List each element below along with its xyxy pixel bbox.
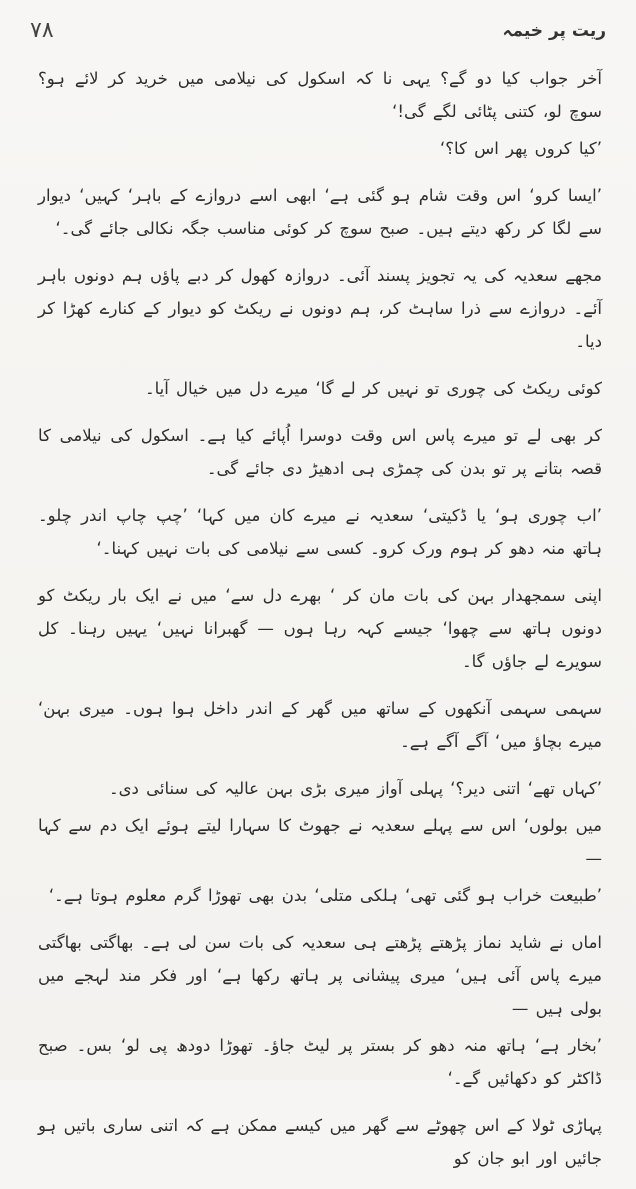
- paragraph: کر بھی لے تو میرے پاس اس وقت دوسرا اُپائے کیا ہے۔ اسکول کی نیلامی کا قصہ بتانے پر تو بدن کی چمڑی ہی ادھیڑ دی جائے گی۔: [38, 426, 602, 478]
- paragraph: اماں نے شاید نماز پڑھتے پڑھتے ہی سعدیہ کی بات سن لی ہے۔ بھاگتی بھاگتی میرے پاس آئی ہیں‘ میری پیشانی پر ہاتھ رکھا ہے‘ اور فکر مند لہجے میں بولی ہیں —: [38, 933, 602, 1018]
- page-number: ۷۸: [30, 18, 54, 43]
- paragraph: ’اب چوری ہو‘ یا ڈکیتی‘ سعدیہ نے میرے کان میں کہا‘ ’چپ چاپ اندر چلو۔ ہاتھ منہ دھو کر ہوم ورک کرو۔ کسی سے نیلامی کی بات نہیں کہنا۔‘: [38, 506, 602, 558]
- paragraph: کوئی ریکٹ کی چوری تو نہیں کر لے گا‘ میرے دل میں خیال آیا۔: [144, 379, 602, 398]
- paragraph: سہمی سہمی آنکھوں کے ساتھ میں گھر کے اندر داخل ہوا ہوں۔ میری بہن‘ میرے بچاؤ میں‘ آگے آگے ہے۔: [38, 699, 602, 751]
- page-body: [38, 62, 602, 1189]
- paragraph: مجھے سعدیہ کی یہ تجویز پسند آئی۔ دروازہ کھول کر دبے پاؤں ہم دونوں باہر آئے۔ دروازے سے ذرا ساہٹ کر، ہم دونوں نے ریکٹ کو دیوار کے کنارے کھڑا کر دیا۔: [38, 266, 602, 351]
- paragraph: میں بولوں‘ اس سے پہلے سعدیہ نے جھوٹ کا سہارا لیتے ہوئے ایک دم سے کہا —: [38, 816, 602, 868]
- paragraph: ’کیا کروں پھر اس کا؟‘: [439, 139, 602, 158]
- paragraph: ’کہاں تھے‘ اتنی دیر؟‘ پہلی آواز میری بڑی بہن عالیہ کی سنائی دی۔: [108, 779, 602, 798]
- paragraph: ’ایسا کرو‘ اس وقت شام ہو گئی ہے‘ ابھی اسے دروازے کے باہر‘ کہیں‘ دیوار سے لگا کر رکھ دیتے ہیں۔ صبح سوچ کر کوئی مناسب جگہ نکالی جائے گی۔‘: [38, 186, 602, 238]
- paragraph: پہاڑی ٹولا کے اس چھوٹے سے گھر میں کیسے ممکن ہے کہ اتنی ساری باتیں ہو جائیں اور ابو جان کو: [38, 1116, 602, 1168]
- paragraph: آخر جواب کیا دو گے؟ یہی نا کہ اسکول کی نیلامی میں خرید کر لائے ہو؟ سوچ لو، کتنی پٹائی لگے گی!‘: [38, 69, 602, 121]
- page-header: [30, 18, 606, 58]
- paragraph: ’طبیعت خراب ہو گئی تھی‘ ہلکی متلی‘ بدن بھی تھوڑا گرم معلوم ہوتا ہے۔‘: [48, 886, 602, 905]
- paragraph: ’بخار ہے‘ ہاتھ منہ دھو کر بستر پر لیٹ جاؤ۔ تھوڑا دودھ پی لو‘ بس۔ صبح ڈاکٹر کو دکھائیں گے۔‘: [38, 1036, 602, 1088]
- running-title: ریت پر خیمہ: [502, 21, 606, 41]
- paragraph: اپنی سمجھدار بہن کی بات مان کر ‘ بھرے دل سے‘ میں نے ایک بار ریکٹ کو دونوں ہاتھ سے چھوا‘ جیسے کہہ رہا ہوں — گھبرانا نہیں‘ یہیں رہنا۔ کل سویرے لے جاؤں گا۔: [38, 586, 602, 671]
